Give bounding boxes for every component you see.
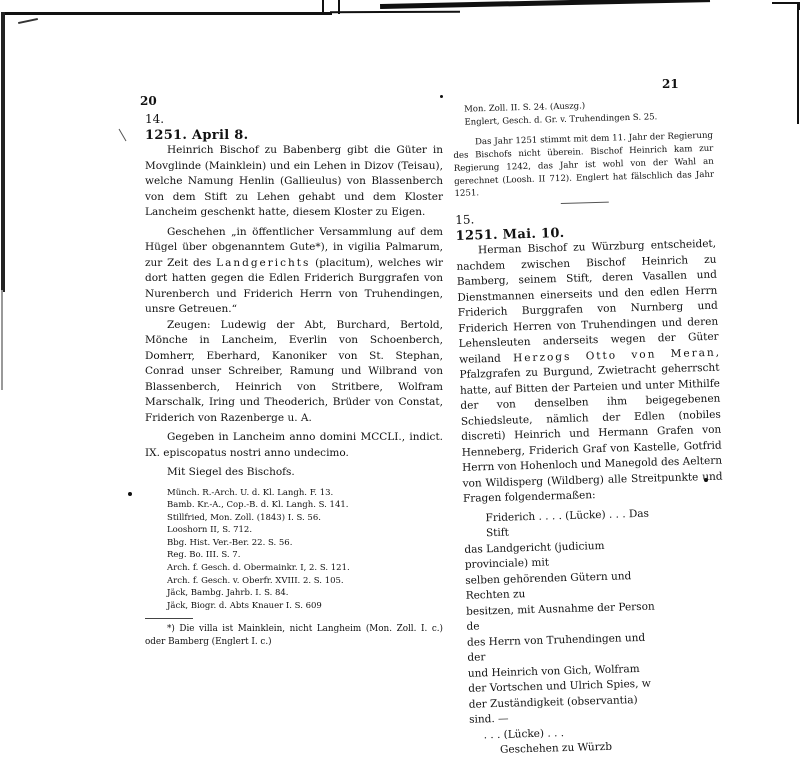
reference-item: Looshorn II, S. 712. (167, 525, 253, 536)
reference-item: Bbg. Hist. Ver.-Ber. 22. S. 56. (167, 537, 293, 548)
document-paragraph (145, 225, 443, 318)
scan-edge-left-fade (1, 290, 3, 390)
fragment-line: der Vortschen und Ulrich Spies, w (468, 677, 651, 695)
footnote-divider (145, 618, 193, 619)
scan-edge-right (797, 4, 799, 124)
paragraph-text: (placitum), welches wir dort hatten gegen die Edlen Friderich Burggrafen von Nurenberch und Friderich Herrn von Truhendingen, unsre Getreuen.“ (145, 256, 443, 315)
seal-note: Mit Siegel des Bischofs. (167, 466, 295, 478)
fragment-line: selben gehörenden Gütern und Rechten zu (465, 569, 632, 602)
reference-item: Englert, Gesch. d. Gr. v. Truhendingen S. 25. (464, 111, 658, 128)
given-paragraph: Gegeben in Lancheim anno domini MCCLI., indict. IX. episcopatus nostri anno undecimo. (145, 431, 443, 459)
fragment-line: das Landgericht (judicium provinciale) mit (464, 539, 605, 571)
scan-corner-right (772, 2, 800, 10)
scan-edge-top-right (380, 0, 710, 9)
fragment-line: des Herrn von Truhendingen und der (466, 631, 646, 664)
left-page (145, 112, 443, 649)
fragment-line: Friderich . . . . (Lücke) . . . Das Stift (485, 507, 650, 540)
scan-speck (128, 492, 132, 496)
reference-item: Münch. R.-Arch. U. d. Kl. Langh. F. 13. (167, 487, 334, 498)
document-number: 15. (455, 212, 475, 228)
reference-list-continued (464, 97, 713, 129)
reference-item: Reg. Bo. III. S. 7. (167, 550, 241, 561)
spaced-term: Landgerichts (216, 256, 311, 269)
reference-item: Jäck, Biogr. d. Abts Knauer I. S. 609 (167, 600, 322, 611)
reference-item: Arch. f. Gesch. v. Oberfr. XVIII. 2. S. 105. (167, 575, 344, 586)
reference-item: Bamb. Kr.-A., Cop.-B. d. Kl. Langh. S. 141. (167, 500, 349, 511)
document-summary (456, 237, 723, 508)
reference-item: Mon. Zoll. II. S. 24. (Auszg.) (464, 101, 586, 115)
fragment-line: Geschehen zu Würzb (499, 740, 613, 757)
scan-edge-top-left (2, 12, 332, 15)
page-number-right: 21 (662, 77, 679, 91)
summary-text: , Pfalzgrafen zu Burgund, Zwietracht geherrscht hatte, auf Bitten der Parteien und unter Mithilfe der von denselben ihm beigegebenen Schiedsleute, nämlich der Edlen (nobiles discreti) Heinrich und Hermann Grafen von Henneberg, Friderich Graf von Kastelle, Gotfrid Herrn von Hohenloch und Manegold des Aeltern von Wildisperg (Wildberg) alle Streitpunkte und Fragen folgendermaßen: (459, 346, 723, 506)
fragment-line: der Zuständigkeit (observantia) (468, 693, 638, 711)
fragmentary-text (463, 506, 665, 759)
scan-speck (440, 95, 443, 98)
page-number-left: 20 (140, 94, 157, 108)
scan-edge-left (1, 12, 5, 292)
reference-item: Stillfried, Mon. Zoll. (1843) I. S. 56. (167, 512, 321, 523)
summary-text: Herman Bischof zu Würzburg entscheidet, nachdem zwischen Bischof Heinrich zu Bamberg, seinem Stift, deren Vasallen und Dienstmannen einerseits und den edlen Herrn Friderich Burggrafen von Nurnberg und Friderich Herren von Truhendingen und deren Lehensleuten anderseits wegen der Güter weiland (456, 237, 719, 366)
reference-item: Arch. f. Gesch. d. Obermainkr. I, 2. S. 121. (167, 563, 350, 574)
spaced-term: Herzogs Otto von Meran (512, 346, 716, 365)
document-date: 1251. Mai. 10. (455, 225, 565, 244)
footnote: *) Die villa ist Mainklein, nicht Langheim (Mon. Zoll. I. c.) oder Bamberg (Englert I. c.) (145, 624, 443, 648)
paragraph-text: Geschehen „in öffentlicher Versammlung auf dem Hügel über obgenanntem Gute*), in vigilia Palmarum, zur Zeit des (145, 225, 443, 269)
scan-mark (119, 129, 127, 142)
right-page (452, 97, 730, 759)
section-divider (561, 202, 609, 204)
document-date: 1251. April 8. (145, 127, 249, 143)
witnesses-paragraph: Zeugen: Ludewig der Abt, Burchard, Bertold, Mönche in Lancheim, Everlin von Schoenberch, Domherr, Eberhard, Kanoniker von St. Stephan, Conrad unser Schreiber, Ramung und Wilbrand von Blassenberch, Heinrich von Stritbere, Wolfram Marschalk, Iring und Theoderich, Brüder von Constat, Friderich von Razenberge u. A. (145, 318, 443, 424)
document-number: 14. (145, 112, 165, 126)
fragment-line: besitzen, mit Ausnahme der Person de (466, 600, 655, 633)
fragment-line: . . . (Lücke) . . . (483, 726, 565, 742)
fragment-line: und Heinrich von Gich, Wolfram (467, 662, 640, 680)
scan-mark (18, 18, 38, 24)
reference-list (167, 487, 443, 613)
document-summary: Heinrich Bischof zu Babenberg gibt die Güter in Movglinde (Mainklein) und ein Lehen in Dizov (Teisau), welche Namung Henlin (Gallieulus) von Blassenberch von dem Stift zu Lehen gehabt und dem Kloster Lancheim geschenkt hatte, diesem Kloster zu Eigen. (145, 144, 443, 218)
fragment-line: sind. — (469, 712, 509, 726)
reference-item: Jäck, Bambg. Jahrb. I. S. 84. (167, 588, 289, 599)
scan-edge-top-middle (330, 11, 460, 13)
binding-clip (322, 0, 340, 14)
dating-note: Das Jahr 1251 stimmt mit dem 11. Jahr der Regierung des Bischofs nicht überein. Bischof Heinrich kam zur Regierung 1242, das Jahr ist wohl von der Wahl an gerechnet (Loosh. II 712). Englert hat fälschlich das Jahr 1251. (453, 130, 715, 200)
